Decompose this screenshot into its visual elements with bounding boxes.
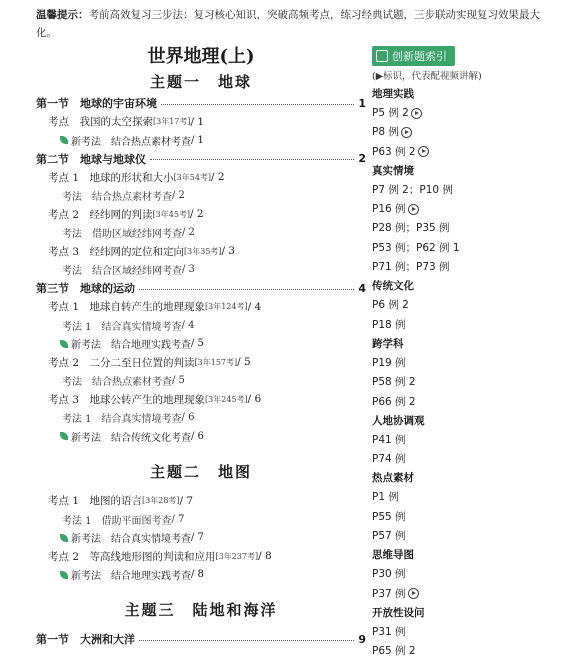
toc-text: 考点 我国的太空探索 (48, 116, 153, 129)
index-item (372, 181, 562, 200)
index-item (372, 316, 562, 335)
index-item-text: 跨学科 (372, 337, 404, 350)
index-item-text: P6 例 2 (372, 299, 409, 312)
index-item-text: P74 例 (372, 453, 406, 466)
page-number: 1 (358, 96, 366, 110)
index-category (372, 469, 562, 488)
index-item (372, 450, 562, 469)
index-note: (▶标识，代表配视频讲解) (372, 71, 482, 82)
index-item-text: 人地协调观 (372, 414, 425, 427)
index-item (372, 258, 562, 277)
leader-dots (161, 98, 354, 105)
toc-section-row (36, 630, 366, 649)
toc-section-3 (36, 630, 366, 649)
index-item-text: P65 例 2 (372, 645, 416, 658)
toc-text: 考法 结合热点素材考查 (62, 377, 172, 389)
index-item (372, 623, 562, 642)
index-item-text: 传统文化 (372, 280, 414, 293)
toc-text: 考点 1 地图的语言 (48, 495, 143, 508)
index-title (372, 46, 455, 66)
toc-method-row (36, 372, 366, 391)
toc-text: 新考法 结合地理实践考查 (71, 571, 191, 583)
page-number: / 5 (172, 375, 185, 387)
leaf-icon (60, 571, 68, 579)
toc-method-row (36, 316, 366, 335)
page-number: / 2 (182, 227, 195, 239)
toc-method-row (36, 131, 366, 150)
index-item (372, 354, 562, 373)
toc-point-row (36, 205, 366, 224)
index-item-text: P57 例 (372, 530, 406, 543)
toc-point-row (36, 168, 366, 187)
theme-heading-3: 主题三 陆地和海洋 (124, 601, 278, 619)
page-number: / 1 (190, 115, 205, 128)
index-category (372, 412, 562, 431)
toc-point-row (36, 492, 366, 511)
video-play-icon[interactable] (411, 108, 422, 119)
page-number: / 6 (247, 393, 262, 406)
toc-text: 考点 3 地球公转产生的地理现象 (48, 393, 206, 406)
index-item (372, 431, 562, 450)
exam-count-tag: [3年28考] (142, 496, 180, 506)
table-of-contents (36, 44, 366, 649)
toc-text: 第一节 大洲和大洋 (36, 633, 135, 647)
index-category (372, 162, 562, 181)
index-item (372, 200, 562, 219)
toc-point-row (36, 390, 366, 409)
exam-count-tag: [3年237考] (215, 551, 259, 561)
index-item-text: P53 例；P62 例 1 (372, 241, 460, 254)
index-category (372, 85, 562, 104)
toc-method-row (36, 510, 366, 529)
page-number: / 6 (181, 412, 195, 424)
index-item-text: 真实情境 (372, 164, 414, 177)
index-item (372, 373, 562, 392)
page-number: / 5 (237, 356, 251, 369)
index-item (372, 143, 562, 162)
book-icon (376, 50, 388, 62)
toc-section-row (36, 279, 366, 298)
toc-point-row (36, 113, 366, 132)
index-item (372, 527, 562, 546)
index-item (372, 219, 562, 238)
leader-dots (150, 153, 354, 160)
index-item (372, 239, 562, 258)
index-item (372, 104, 562, 123)
toc-section-1 (36, 94, 366, 446)
toc-text: 新考法 结合地理实践考查 (71, 340, 191, 352)
index-item-text: P5 例 2 (372, 107, 409, 119)
video-play-icon[interactable] (418, 146, 429, 157)
toc-method-row (36, 335, 366, 354)
index-item (372, 585, 562, 604)
toc-method-row (36, 187, 366, 206)
leaf-icon (60, 340, 68, 348)
theme-heading-2: 主题二 地图 (149, 462, 252, 481)
index-item (372, 123, 562, 142)
index-list (372, 85, 562, 662)
index-item-text: P1 例 (372, 491, 399, 504)
toc-text: 第一节 地球的宇宙环境 (36, 97, 157, 111)
toc-text: 考点 1 地球自转产生的地理现象 (48, 301, 206, 314)
page-number: / 4 (247, 300, 262, 313)
index-item-text: P8 例 (372, 126, 399, 139)
toc-point-row (36, 547, 366, 566)
index-category (372, 604, 562, 623)
index-item-text: P58 例 2 (372, 376, 416, 389)
toc-method-row (36, 529, 366, 548)
toc-method-row (36, 409, 366, 428)
index-item (372, 508, 562, 527)
index-item-text: P37 例 (372, 587, 406, 600)
index-item (372, 642, 562, 661)
index-item-text: 开放性设问 (372, 606, 425, 619)
page-number: / 4 (181, 319, 195, 331)
toc-text: 考法 1 结合真实情境考查 (62, 321, 182, 333)
index-item-text: P19 例 (372, 356, 406, 369)
toc-point-row (36, 298, 366, 317)
page-number: / 5 (191, 338, 204, 350)
exam-count-tag: [3年35考] (184, 246, 222, 256)
toc-text: 考点 2 经纬网的判读 (48, 208, 153, 221)
tip-label: 温馨提示： (36, 9, 89, 21)
exam-count-tag: [3年124考] (205, 302, 248, 312)
page-number: / 6 (191, 430, 204, 442)
page-number: / 3 (182, 264, 195, 276)
page-number: 9 (358, 632, 366, 646)
toc-text: 新考法 结合热点素材考查 (71, 136, 191, 148)
toc-text: 考法 结合区域经纬网考查 (62, 266, 182, 278)
index-item-text: P41 例 (372, 433, 406, 446)
leaf-icon (60, 432, 68, 440)
leader-dots (139, 283, 354, 290)
index-item (372, 565, 562, 584)
toc-text: 新考法 结合传统文化考查 (71, 432, 191, 444)
toc-text: 考点 2 二分二至日位置的判读 (48, 356, 195, 369)
index-item-text: 热点素材 (372, 472, 414, 485)
tip-banner (36, 6, 556, 42)
index-item-text: P30 例 (372, 568, 406, 581)
page-number: / 2 (211, 171, 225, 184)
toc-section-row (36, 94, 366, 113)
toc-text: 新考法 结合真实情境考查 (71, 534, 191, 546)
page-number: / 1 (191, 134, 204, 146)
toc-text: 考点 1 地球的形状和大小 (48, 171, 174, 184)
video-play-icon[interactable] (408, 204, 419, 215)
innovation-index (372, 46, 562, 662)
index-item (372, 296, 562, 315)
exam-count-tag: [3年245考] (205, 394, 248, 404)
index-item-text: P7 例 2；P10 例 (372, 183, 453, 196)
page-number: 4 (358, 281, 366, 295)
page-number: / 8 (258, 550, 272, 563)
exam-count-tag: [3年17考] (153, 117, 191, 127)
exam-count-tag: [3年45考] (152, 209, 191, 219)
index-item-text: P18 例 (372, 318, 406, 331)
page-number: / 2 (190, 208, 204, 221)
toc-text: 考点 3 经纬网的定位和定向 (48, 245, 185, 258)
toc-text: 考法 1 结合真实情境考查 (62, 414, 182, 426)
leaf-icon (60, 136, 68, 144)
toc-point-row (36, 353, 366, 372)
index-item-text: P16 例 (372, 203, 406, 216)
toc-text: 第二节 地球与地球仪 (36, 152, 146, 166)
index-category (372, 277, 562, 296)
toc-section-2 (36, 492, 366, 585)
index-item (372, 393, 562, 412)
index-item (372, 488, 562, 507)
theme-heading-1: 主题一 地球 (149, 73, 252, 91)
toc-method-row (36, 566, 366, 585)
index-item-text: P55 例 (372, 510, 406, 523)
toc-text: 考点 2 等高线地形图的判读和应用 (48, 550, 216, 563)
index-item-text: P28 例；P35 例 (372, 222, 450, 235)
video-play-icon[interactable] (401, 127, 412, 138)
toc-method-row (36, 261, 366, 280)
page-number: / 8 (191, 569, 204, 581)
page-number: / 2 (172, 190, 185, 202)
video-play-icon[interactable] (408, 588, 419, 599)
toc-text: 考法 借助区域经纬网考查 (62, 229, 182, 241)
index-item-text: 思维导图 (372, 549, 414, 562)
index-item-text: P66 例 2 (372, 395, 416, 408)
page-number: / 7 (171, 513, 185, 525)
index-item-text: P63 例 2 (372, 145, 416, 158)
book-title: 世界地理(上) (147, 46, 255, 67)
index-category (372, 335, 562, 354)
toc-method-row (36, 427, 366, 446)
toc-method-row (36, 224, 366, 243)
exam-count-tag: [3年54考] (173, 172, 212, 182)
index-item-text: P71 例；P73 例 (372, 261, 450, 274)
tip-text: 考前高效复习三步法：复习核心知识，突破高频考点，练习经典试题，三步联动实现复习效果最大化。 (36, 9, 540, 39)
page-number: 2 (358, 152, 366, 166)
index-category (372, 546, 562, 565)
toc-text: 考法 结合热点素材考查 (62, 192, 172, 204)
index-item-text: P31 例 (372, 625, 406, 638)
exam-count-tag: [3年157考] (194, 357, 238, 367)
toc-text: 第三节 地球的运动 (36, 282, 135, 296)
index-title-text: 创新题索引 (392, 50, 447, 63)
leaf-icon (60, 534, 68, 542)
leader-dots (139, 634, 354, 641)
page-number: / 7 (191, 532, 204, 544)
page-number: / 7 (179, 494, 194, 507)
index-item-text: 地理实践 (372, 88, 414, 100)
toc-point-row (36, 242, 366, 261)
page-number: / 3 (221, 245, 236, 258)
toc-section-row (36, 150, 366, 169)
toc-text: 考法 1 借助平面图考查 (62, 515, 172, 527)
